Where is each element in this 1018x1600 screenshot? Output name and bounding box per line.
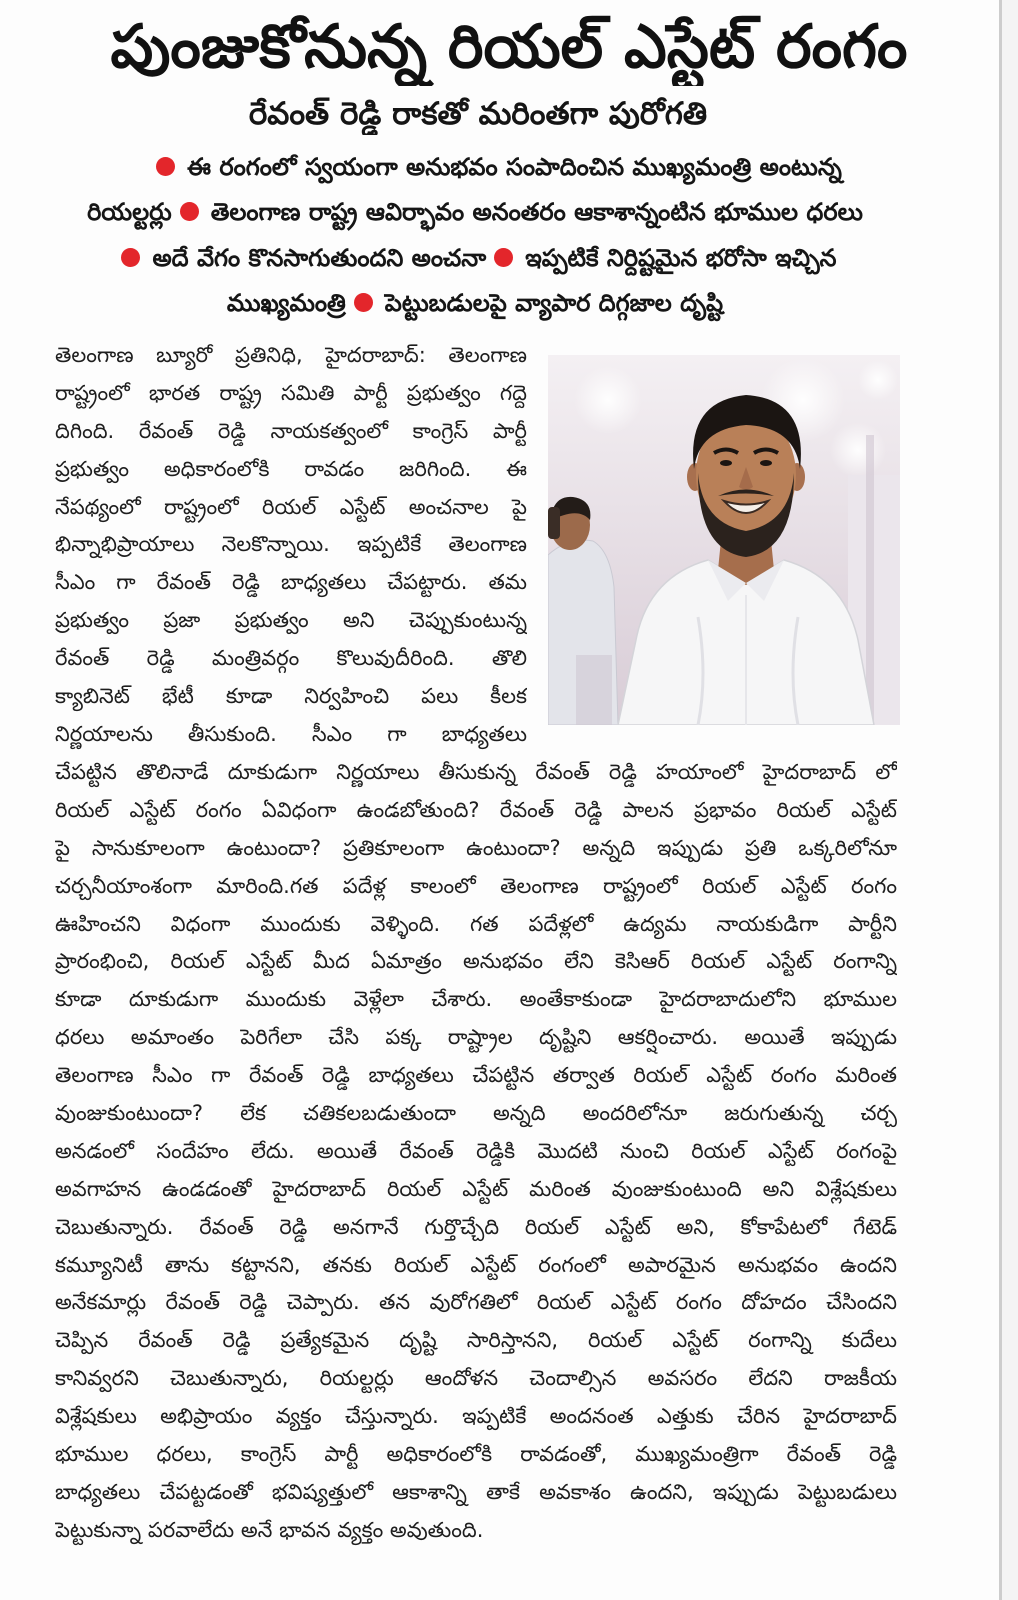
highlight-line [20, 236, 930, 280]
article-line: అనడంలో సందేహం లేదు. అయితే రేవంత్ రెడ్డికి మొదటి నుంచి రియల్ ఎస్టేట్ రంగంపై [55, 1138, 897, 1163]
highlight-text: ఈ రంగంలో స్వయంగా అనుభవం సంపాదించిన ముఖ్యమంత్రి అంటున్న [187, 153, 842, 181]
article-line: అనేకమార్లు రేవంత్ రెడ్డి చెప్పారు. తన వురోగతిలో రియల్ ఎస్టేట్ రంగం దోహదం చేసిందని [55, 1290, 897, 1315]
article-body-narrow [55, 337, 527, 754]
highlight-text: అదే వేగం కొనసాగుతుందని అంచనా [152, 244, 487, 272]
article-line: బాధ్యతలు చేపట్టడంతో భవిష్యత్తులో ఆకాశాన్ని తాకే అవకాశం ఉందని, ఇప్పుడు పెట్టుబడులు [55, 1479, 897, 1504]
article-line: కూడా దూకుడుగా ముందుకు వెళ్లేలా చేశారు. అంతేకాకుండా హైదరాబాదులోని భూముల [55, 987, 897, 1012]
portrait-illustration [548, 355, 900, 725]
article-line: పెట్టుకున్నా పరవాలేదు అనే భావన వ్యక్తం అవుతుంది. [55, 1517, 484, 1542]
article-line: పై సానుకూలంగా ఉంటుందా? ప్రతికూలంగా ఉంటుందా? అన్నది ఇప్పుడు ప్రతి ఒక్కరిలోనూ [55, 835, 897, 860]
bullet-icon [121, 248, 140, 267]
article-line: సీఎం గా రేవంత్ రెడ్డి బాధ్యతలు చేపట్టారు. తమ [55, 570, 527, 595]
page-edge [1002, 0, 1018, 1600]
article-line: రియల్ ఎస్టేట్ రంగం ఏవిధంగా ఉండబోతుంది? రేవంత్ రెడ్డి పాలన ప్రభావం రియల్ ఎస్టేట్ [55, 797, 897, 822]
highlight-line [20, 281, 930, 325]
article-line: చేపట్టిన తొలినాడే దూకుడుగా నిర్ణయాలు తీసుకున్న రేవంత్ రెడ్డి హయాంలో హైదరాబాద్ లో [55, 760, 897, 784]
article-line: చెబుతున్నారు. రేవంత్ రెడ్డి అనగానే గుర్తొచ్చేది రియల్ ఎస్టేట్ అని, కోకాపేటలో గేటెడ్ [55, 1214, 897, 1239]
article-line: కానివ్వరని చెబుతున్నారు, రియల్టర్లు ఆందోళన చెందాల్సిన అవసరం లేదని రాజకీయ [55, 1366, 897, 1391]
article-line: వుంజుకుంటుందా? లేక చతికలబడుతుందా అన్నది అందరిలోనూ జరుగుతున్న చర్చ [55, 1101, 897, 1126]
article-line: విశ్లేషకులు అభిప్రాయం వ్యక్తం చేస్తున్నారు. ఇప్పటికే అందనంత ఎత్తుకు చేరిన హైదరాబాద్ [55, 1404, 897, 1429]
headline-title: పుంజుకోనున్న రియల్ ఎస్టేట్ రంగం [110, 12, 908, 82]
portrait-photo [548, 355, 900, 725]
article-line: చెప్పిన రేవంత్ రెడ్డి ప్రత్యేకమైన దృష్టి సారిస్తానని, రియల్ ఎస్టేట్ రంగాన్ని కుదేలు [55, 1328, 897, 1353]
article-line: అవగాహన ఉండడంతో హైదరాబాద్ రియల్ ఎస్టేట్ మరింత వుంజుకుంటుంది అని విశ్లేషకులు [55, 1176, 897, 1201]
article-line: ఊహించని విధంగా ముందుకు వెళ్ళింది. గత పదేళ్లలో ఉద్యమ నాయకుడిగా పార్టీని [55, 911, 897, 936]
highlight-text: పెట్టుబడులపై వ్యాపార దిగ్గజాల దృష్టి [384, 289, 724, 317]
bullet-icon [494, 248, 513, 267]
article-line: రాష్ట్రంలో భారత రాష్ట్ర సమితి పార్టీ ప్రభుత్వం గద్దె [55, 380, 527, 405]
bullet-icon [354, 293, 373, 312]
highlight-text: రియల్టర్లు [87, 198, 172, 226]
highlight-line [20, 190, 930, 234]
article-line: క్యాబినెట్ భేటీ కూడా నిర్వహించి పలు కీలక [55, 684, 527, 709]
highlight-line [20, 145, 930, 189]
article-line: కమ్యూనిటీ తాను కట్టానని, తనకు రియల్ ఎస్టేట్ రంగంలో అపారమైన అనుభవం ఉందని [55, 1252, 897, 1277]
article-line: ప్రభుత్వం ప్రజా ప్రభుత్వం అని చెప్పుకుంటున్న [55, 608, 527, 633]
article-line: భూముల ధరలు, కాంగ్రెస్ పార్టీ అధికారంలోకి రావడంతో, ముఖ్యమంత్రిగా రేవంత్ రెడ్డి [55, 1442, 897, 1467]
highlight-text: తెలంగాణ రాష్ట్ర ఆవిర్భావం అనంతరం ఆకాశాన్నంటిన భూముల ధరలు [210, 198, 863, 226]
article-line: నేపథ్యంలో రాష్ట్రంలో రియల్ ఎస్టేట్ అంచనాల పై [55, 494, 527, 519]
bullet-icon [156, 157, 175, 176]
article-line: తెలంగాణ సీఎం గా రేవంత్ రెడ్డి బాధ్యతలు చేపట్టిన తర్వాత రియల్ ఎస్టేట్ రంగం మరింత [55, 1063, 897, 1088]
bullet-icon [180, 202, 199, 221]
article-line: తెలంగాణ బ్యూరో ప్రతినిధి, హైదరాబాద్: తెలంగాణ [55, 343, 527, 367]
headline-subtitle: రేవంత్ రెడ్డి రాకతో మరింతగా పురోగతి [248, 96, 708, 132]
article-body-wide [55, 754, 897, 1550]
article-line: రేవంత్ రెడ్డి మంత్రివర్గం కొలువుదీరింది. తొలి [55, 646, 527, 671]
article-line: భిన్నాభిప్రాయాలు నెలకొన్నాయి. ఇప్పటికే తెలంగాణ [55, 532, 527, 557]
highlight-text: ముఖ్యమంత్రి [226, 289, 346, 317]
article-line: నిర్ణయాలను తీసుకుంది. సీఎం గా బాధ్యతలు [55, 721, 527, 746]
article-line: దిగింది. రేవంత్ రెడ్డి నాయకత్వంలో కాంగ్రెస్ పార్టీ [55, 418, 527, 443]
article-line: ప్రభుత్వం అధికారంలోకి రావడం జరిగింది. ఈ [55, 456, 527, 481]
highlight-text: ఇప్పటికే నిర్దిష్టమైన భరోసా ఇచ్చిన [525, 244, 837, 272]
article-line: ధరలు అమాంతం పెరిగేలా చేసి పక్క రాష్ట్రాల దృష్టిని ఆకర్షించారు. అయితే ఇప్పుడు [55, 1025, 897, 1050]
article-line: చర్చనీయాంశంగా మారింది.గత పదేళ్ల కాలంలో తెలంగాణ రాష్ట్రంలో రియల్ ఎస్టేట్ రంగం [55, 873, 897, 898]
article-line: ప్రారంభించి, రియల్ ఎస్టేట్ మీద ఏమాత్రం అనుభవం లేని కెసిఆర్ రియల్ ఎస్టేట్ రంగాన్ని [55, 949, 897, 974]
